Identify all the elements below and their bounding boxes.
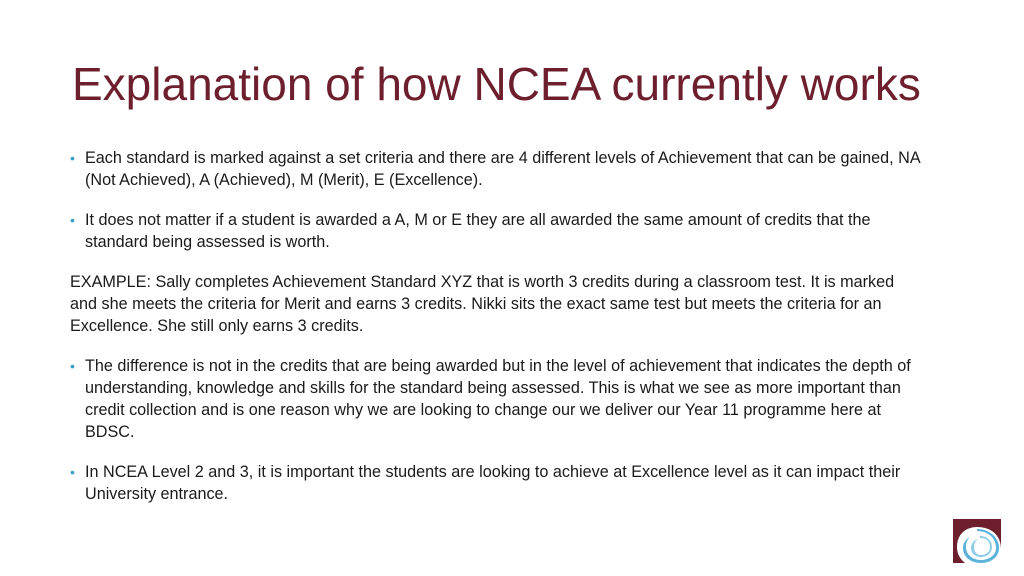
bullet-item-level-2-3	[70, 461, 920, 505]
bullet-icon: •	[70, 212, 75, 228]
bullet-item-difference	[70, 355, 920, 443]
bullet-text: The difference is not in the credits that are being awarded but in the level of achievement that indicates the depth of understanding, knowledge and skills for the standard being assessed. This is what we see as more important than credit collection and is one reason why we are looking to change our we deliver our Year 11 programme here at BDSC.	[85, 357, 911, 441]
school-logo-icon	[953, 519, 1001, 563]
bullet-icon: •	[70, 150, 75, 166]
bullet-text: It does not matter if a student is awarded a A, M or E they are all awarded the same amount of credits that the standard being assessed is worth.	[85, 211, 871, 251]
bullet-text: Each standard is marked against a set criteria and there are 4 different levels of Achievement that can be gained, NA (Not Achieved), A (Achieved), M (Merit), E (Excellence).	[85, 149, 920, 189]
bullet-text: In NCEA Level 2 and 3, it is important the students are looking to achieve at Excellence level as it can impact their University entrance.	[85, 463, 901, 503]
slide-body	[70, 147, 920, 523]
bullet-icon: •	[70, 464, 75, 480]
bullet-icon: •	[70, 358, 75, 374]
example-paragraph: EXAMPLE: Sally completes Achievement Standard XYZ that is worth 3 credits during a classroom test. It is marked and she meets the criteria for Merit and earns 3 credits. Nikki sits the exact same test but meets the criteria for an Excellence. She still only earns 3 credits.	[70, 273, 895, 335]
bullet-item-credits	[70, 209, 920, 253]
slide-title: Explanation of how NCEA currently works	[72, 58, 921, 110]
bullet-item-levels	[70, 147, 920, 191]
